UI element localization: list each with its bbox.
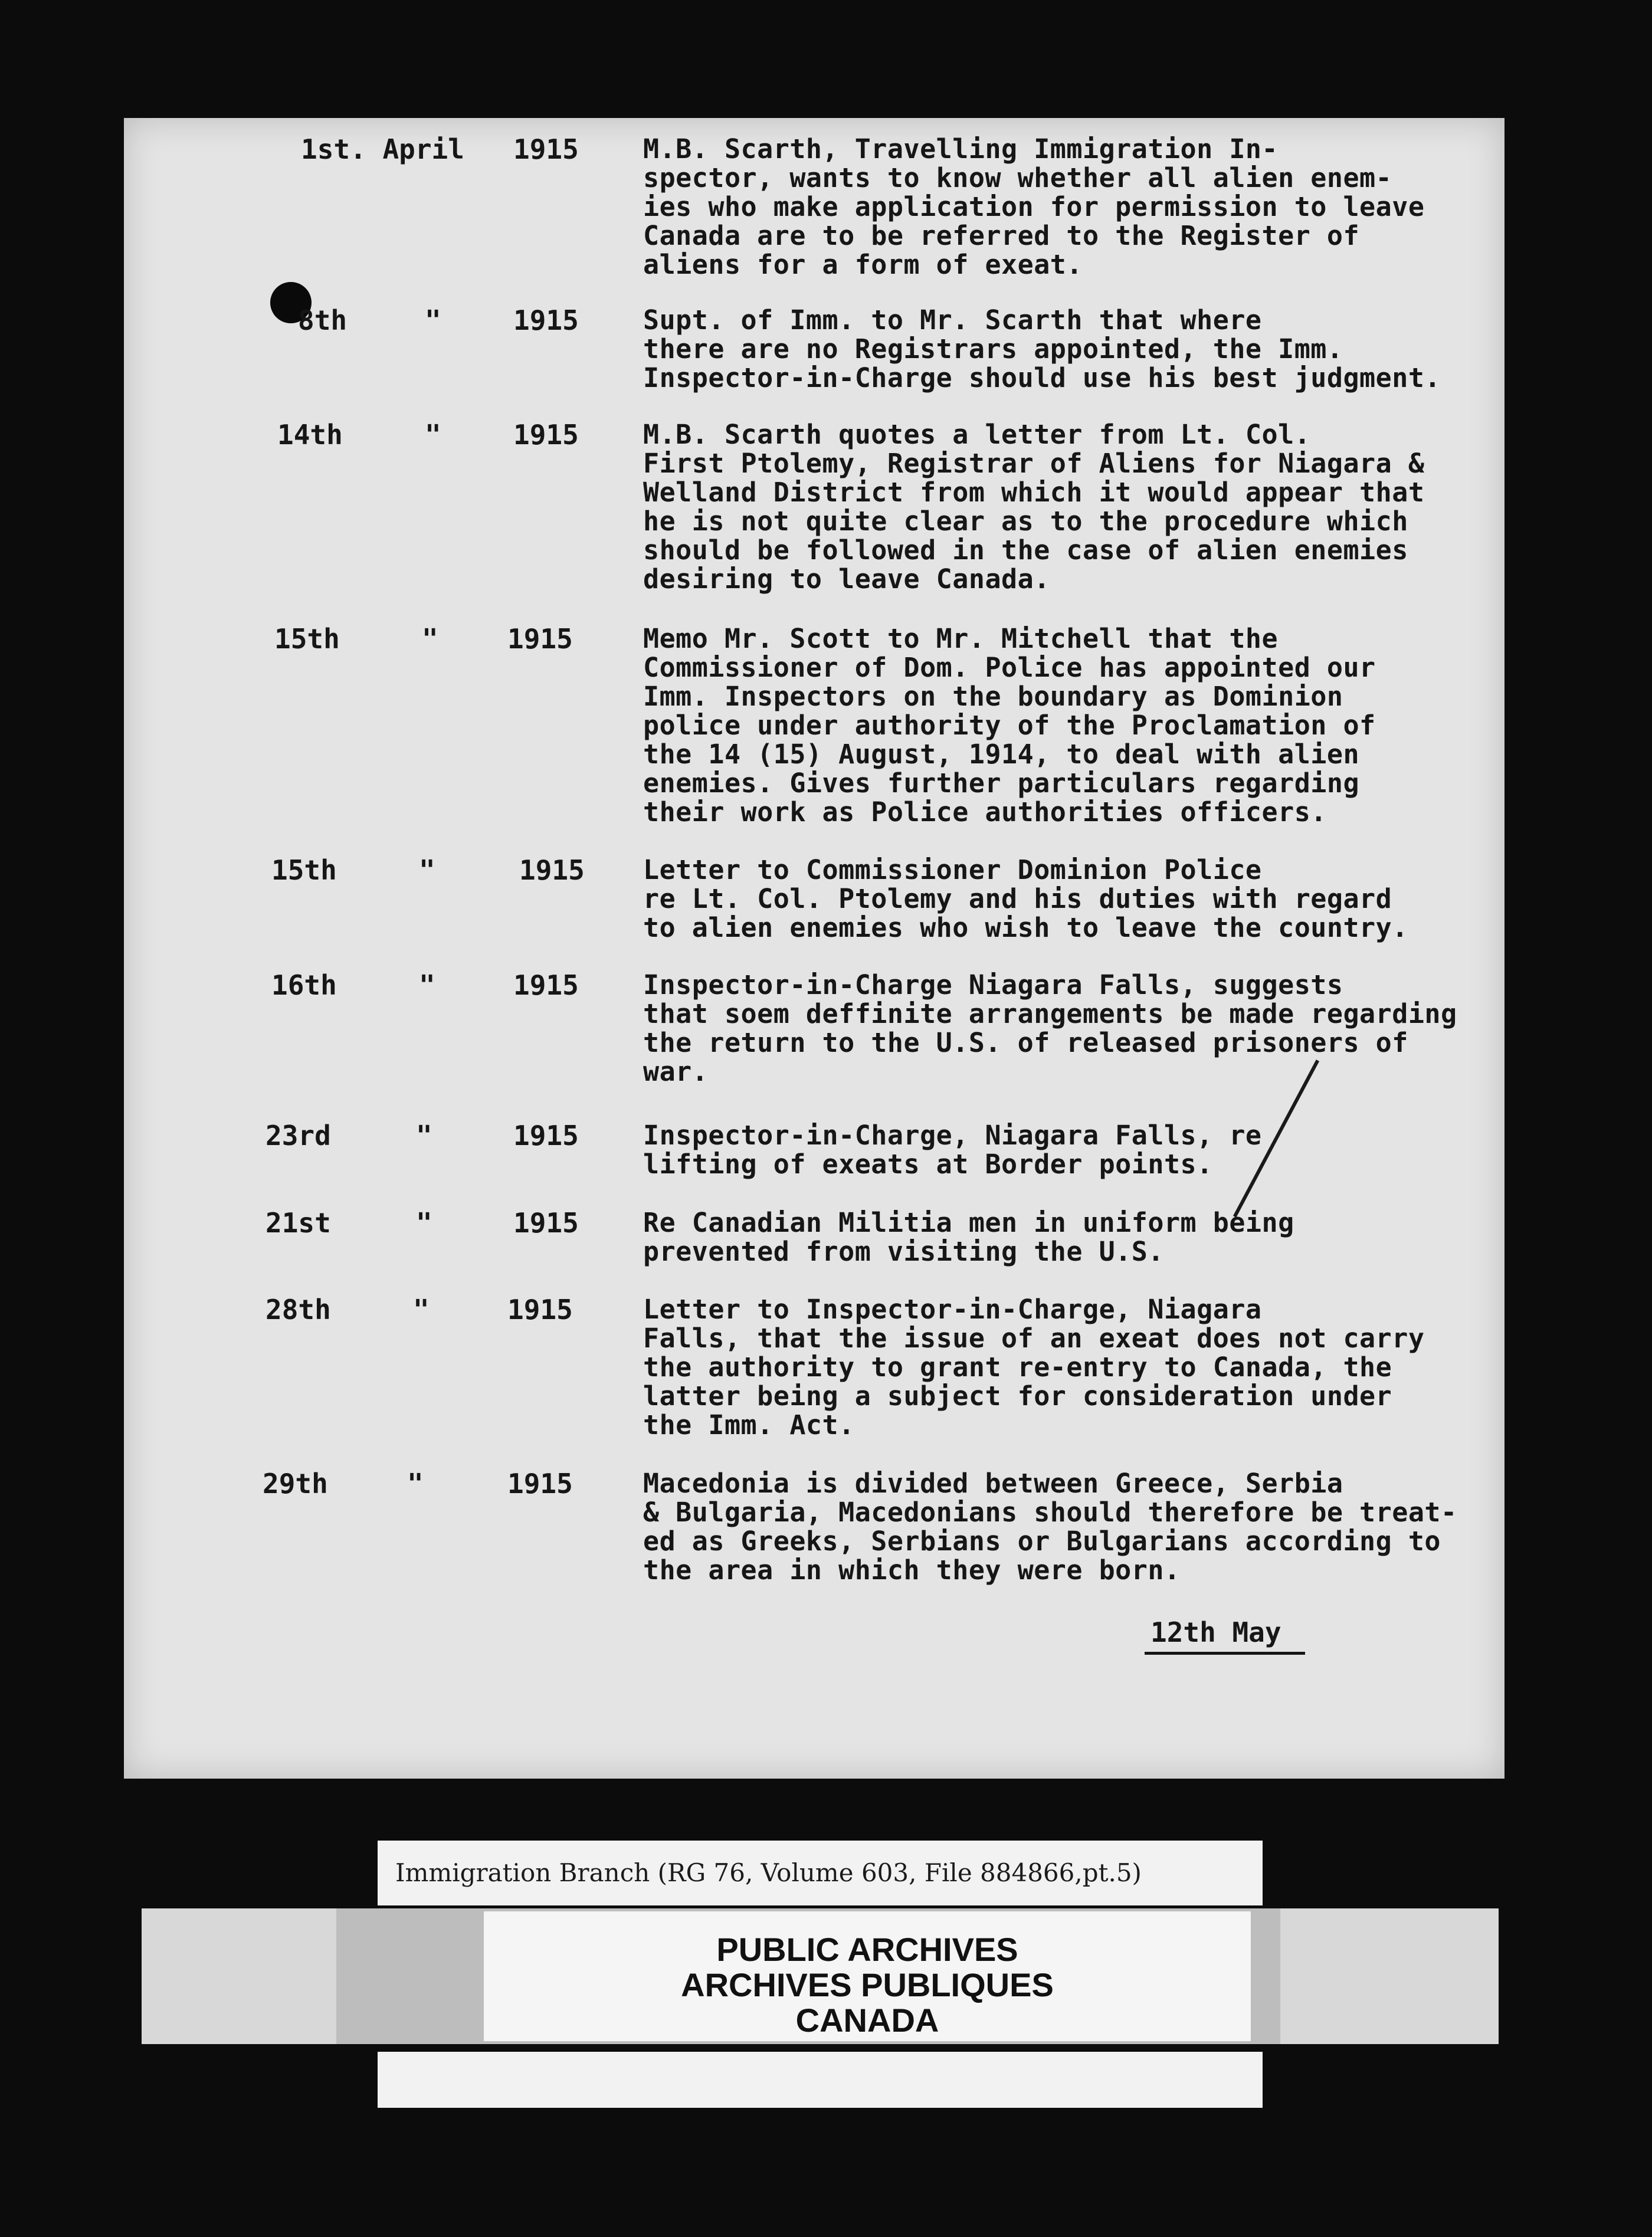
signoff-date: 12th May (1145, 1616, 1305, 1655)
entry-date: 16th (271, 969, 337, 1001)
archives-stamp (484, 1911, 1251, 2041)
entry-year: 1915 (507, 1468, 573, 1500)
entry-date: 15th (271, 854, 337, 886)
ditto-mark: " (419, 854, 435, 886)
document-page (124, 118, 1504, 1779)
ditto-mark: " (416, 1120, 432, 1152)
entry-date: 29th (263, 1468, 328, 1500)
entry-text: Supt. of Imm. to Mr. Scarth that where there are no Registrars appointed, the Imm. Inspector-in-Charge should use his best judgment. (643, 304, 1441, 393)
entry-text: Inspector-in-Charge Niagara Falls, suggests that soem deffinite arrangements be made regarding the return to the U.S. of released prisoners of war. (643, 969, 1457, 1087)
stamp-line-3: CANADA (795, 2002, 939, 2039)
ditto-mark: " (422, 623, 438, 655)
strip-right-panel (1280, 1908, 1499, 2044)
entry-text: Memo Mr. Scott to Mr. Mitchell that the Commissioner of Dom. Police has appointed our Imm. Inspectors on the boundary as Dominion police under authority of the Proclamation of the 14 (15) August, 1914, to deal with alien enemies. Gives further particulars regarding their work as Police authorities officers. (643, 623, 1376, 828)
stamp-line-1: PUBLIC ARCHIVES (716, 1931, 1018, 1968)
ditto-mark: " (416, 1207, 432, 1239)
entry-text: M.B. Scarth quotes a letter from Lt. Col. First Ptolemy, Registrar of Aliens for Niagara & Welland District from which it would appear that he is not quite clear as to the procedure which should be followed in the case of alien enemies desiring to leave Canada. (643, 419, 1425, 595)
entry-date: 28th (266, 1294, 331, 1326)
archive-caption: Immigration Branch (RG 76, Volume 603, File 884866,pt.5) (378, 1841, 1263, 1905)
entry-year: 1915 (513, 1120, 579, 1152)
entry-year: 1915 (513, 1207, 579, 1239)
entry-date: 1st. April (301, 133, 464, 165)
strip-left-panel (142, 1908, 336, 2044)
entry-date: 14th (277, 419, 343, 451)
ditto-mark: " (419, 969, 435, 1001)
ditto-mark: " (413, 1294, 430, 1326)
ditto-mark: " (407, 1468, 424, 1500)
entry-year: 1915 (519, 854, 585, 886)
blank-label-strip (378, 2052, 1263, 2108)
entry-text: Re Canadian Militia men in uniform being prevented from visiting the U.S. (643, 1207, 1294, 1267)
ditto-mark: " (425, 304, 441, 336)
entry-text: Macedonia is divided between Greece, Serbia & Bulgaria, Macedonians should therefore be treat- ed as Greeks, Serbians or Bulgarians according to the area in which they were born. (643, 1468, 1457, 1586)
entry-year: 1915 (507, 1294, 573, 1326)
entry-date: 21st (266, 1207, 331, 1239)
entry-year: 1915 (507, 623, 573, 655)
entry-text: Letter to Commissioner Dominion Police re Lt. Col. Ptolemy and his duties with regard to alien enemies who wish to leave the country. (643, 854, 1408, 943)
entry-date: 23rd (266, 1120, 331, 1152)
stamp-line-2: ARCHIVES PUBLIQUES (681, 1966, 1054, 2003)
entry-date: 15th (274, 623, 340, 655)
entry-text: Inspector-in-Charge, Niagara Falls, re lifting of exeats at Border points. (643, 1120, 1262, 1180)
entry-year: 1915 (513, 969, 579, 1001)
entry-year: 1915 (513, 419, 579, 451)
entry-text: M.B. Scarth, Travelling Immigration In- spector, wants to know whether all alien enem- ies who make application for permission to leave Canada are to be referred to the Register of aliens for a form of exeat. (643, 133, 1425, 280)
entry-year: 1915 (513, 304, 579, 336)
entry-year: 1915 (513, 133, 579, 165)
entry-text: Letter to Inspector-in-Charge, Niagara Falls, that the issue of an exeat does not carry the authority to grant re-entry to Canada, the latter being a subject for consideration under the Imm. Act. (643, 1294, 1425, 1441)
entry-date: 8th (298, 304, 348, 336)
ditto-mark: " (425, 419, 441, 451)
